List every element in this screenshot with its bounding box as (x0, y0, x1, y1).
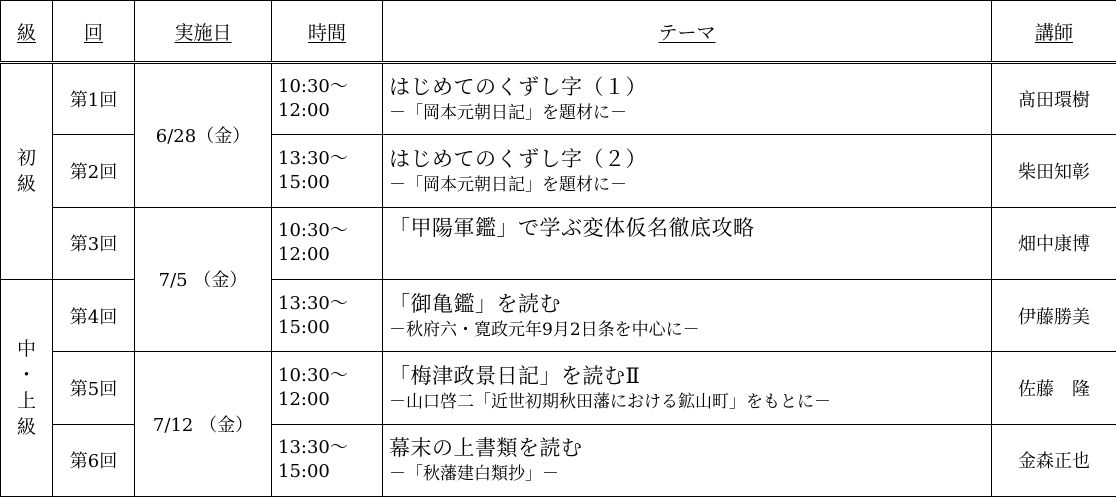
theme-title: 「梅津政景日記」を読むⅡ (389, 363, 641, 388)
theme-title: 「甲陽軍鑑」で学ぶ変体仮名徹底攻略 (389, 215, 755, 240)
session-cell: 第2回 (53, 135, 135, 207)
theme-cell (383, 279, 992, 351)
theme-cell (383, 352, 992, 424)
theme-subtitle: －山口啓二「近世初期秋田藩における鉱山町」をもとに－ (389, 391, 831, 412)
date-cell: 7/12 （金） (135, 352, 272, 497)
table-row (1, 207, 1116, 279)
session-cell: 第1回 (53, 63, 135, 135)
theme-title: 「御亀鑑」を読む (389, 291, 561, 316)
theme-cell (383, 424, 992, 496)
lecturer-cell: 佐藤 隆 (992, 352, 1116, 424)
theme-title: 幕末の上書類を読む (389, 436, 583, 461)
session-cell: 第6回 (53, 424, 135, 496)
header-session: 回 (53, 1, 135, 63)
session-cell: 第5回 (53, 352, 135, 424)
lecturer-cell: 伊藤勝美 (992, 279, 1116, 351)
lecturer-cell: 金森正也 (992, 424, 1116, 496)
table-row (1, 352, 1116, 424)
level-cell-intermediate-advanced: 中 ・ 上 級 (1, 279, 53, 496)
lecturer-cell: 畑中康博 (992, 207, 1116, 279)
theme-subtitle: －「岡本元朝日記」を題材に－ (389, 103, 627, 124)
time-cell: 13:30～ 15:00 (272, 424, 383, 496)
table-row (1, 63, 1116, 135)
time-cell: 10:30～ 12:00 (272, 207, 383, 279)
date-cell: 7/5 （金） (135, 207, 272, 352)
theme-cell (383, 207, 992, 279)
time-cell: 10:30～ 12:00 (272, 352, 383, 424)
session-cell: 第4回 (53, 279, 135, 351)
theme-subtitle: －「岡本元朝日記」を題材に－ (389, 174, 627, 195)
date-cell: 6/28（金） (135, 63, 272, 208)
theme-title: はじめてのくずし字（２） (389, 146, 647, 171)
theme-cell (383, 63, 992, 135)
header-lecturer: 講師 (992, 1, 1116, 63)
theme-cell (383, 135, 992, 207)
header-level: 級 (1, 1, 53, 63)
theme-title: はじめてのくずし字（１） (389, 75, 647, 100)
time-cell: 13:30～ 15:00 (272, 279, 383, 351)
theme-subtitle: －秋府六・寛政元年9月2日条を中心に－ (389, 319, 700, 340)
lecturer-cell: 髙田環樹 (992, 63, 1116, 135)
time-cell: 10:30～ 12:00 (272, 63, 383, 135)
header-row (1, 1, 1116, 63)
level-cell-beginner: 初 級 (1, 63, 53, 280)
header-theme: テーマ (383, 1, 992, 63)
time-cell: 13:30～ 15:00 (272, 135, 383, 207)
theme-subtitle: －「秋藩建白類抄」－ (389, 464, 559, 485)
session-cell: 第3回 (53, 207, 135, 279)
header-time: 時間 (272, 1, 383, 63)
header-date: 実施日 (135, 1, 272, 63)
lecturer-cell: 柴田知彰 (992, 135, 1116, 207)
